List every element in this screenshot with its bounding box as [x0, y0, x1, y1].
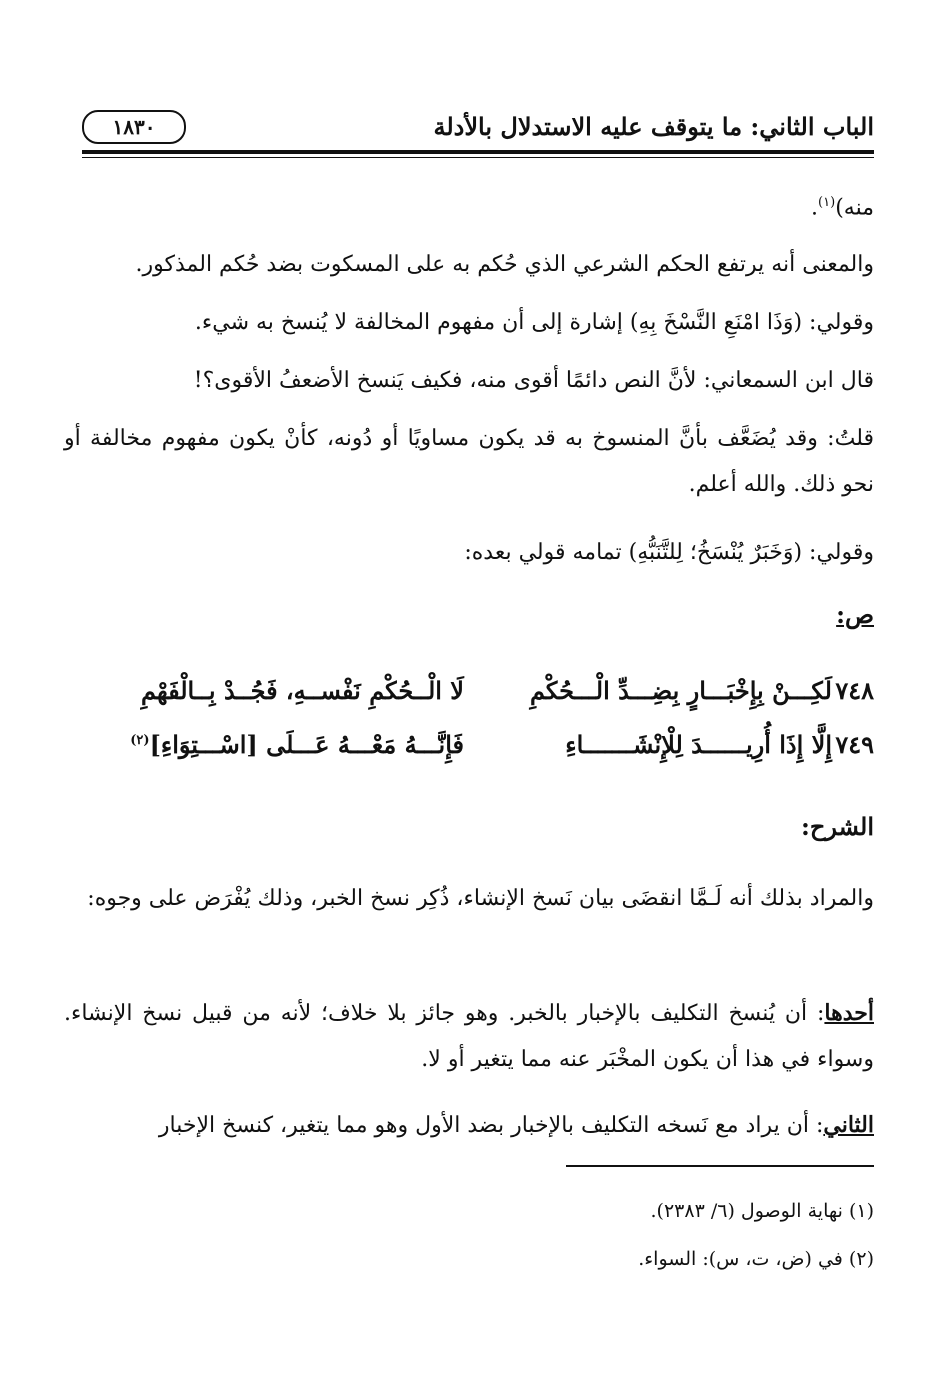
verse-second-hemistich: [130, 730, 464, 759]
footnote-1: (١) نهاية الوصول (٦/ ٢٣٨٣).: [650, 1200, 874, 1222]
verse-number: ٧٤٩: [835, 730, 874, 759]
chapter-title: الباب الثاني: ما يتوقف عليه الاستدلال بالأدلة: [433, 112, 874, 141]
paragraph-4: قلتُ: وقد يُضَعَّف بأنَّ المنسوخ به قد يكون مساويًا أو دُونه، كأنْ يكون مفهوم مخالفة أو نحو ذلك. والله أعلم.: [64, 426, 874, 497]
sharh-label: الشرح:: [801, 812, 874, 841]
verse-first-hemistich: لَكِـــنْ بِإِخْبَـــارٍ بِضِـــدِّ الْـــحُكْمِ: [529, 676, 832, 705]
verse-first-hemistich: إِلَّا إِذَا أُرِيــــــدَ لِلْإِنْشَـــــــاءِ: [565, 730, 832, 759]
running-header: [82, 108, 874, 148]
footnote-ref-2: (٢): [130, 733, 150, 748]
footnote-separator: [566, 1165, 874, 1167]
paragraph-1: والمعنى أنه يرتفع الحكم الشرعي الذي حُكم به على المسكوت بضد حُكم المذكور.: [135, 252, 874, 277]
paragraph-3: قال ابن السمعاني: لأنَّ النص دائمًا أقوى منه، فكيف يَنسخ الأضعفُ الأقوى؟!: [193, 368, 874, 393]
footnote-2: (٢) في (ض، ت، س): السواء.: [638, 1248, 874, 1270]
verse-second-text: فَإِنَّـــهُ مَعْـــهُ عَـــلَى [اسْـــتِوَاءِ]: [149, 730, 464, 759]
paragraph-5: وقولي: (وَخَبَرٌ يُنْسَخُ؛ لِلتَّنَبُّهِ) تمامه قولي بعده:: [464, 540, 874, 565]
sharh-point-text-second: : أن يراد مع نَسخه التكليف بالإخبار بضد الأول وهو مما يتغير، كنسخ الإخبار: [158, 1113, 824, 1138]
verse-749: [82, 730, 874, 766]
sharh-paragraph-1: والمراد بذلك أنه لَـمَّا انقضَى بيان نَسخ الإنشاء، ذُكِر نسخ الخبر، وذلك يُفْرَض على وجوه:: [87, 886, 874, 911]
sharh-point-label-second: الثاني: [823, 1112, 874, 1138]
paragraph-2: وقولي: (وَذَا امْنَعِ النَّسْخَ بِهِ) إشارة إلى أن مفهوم المخالفة لا يُنسخ به شيء.: [194, 310, 874, 335]
paragraph-0: [64, 188, 874, 223]
matn-label: ص:: [836, 600, 874, 629]
verse-748: [82, 676, 874, 712]
verse-second-hemistich: لَا الْــحُكْمِ نَفْســهِ، فَجُــدْ بِــالْفَهْمِ: [141, 676, 464, 705]
verse-number: ٧٤٨: [835, 676, 874, 705]
sharh-paragraph-2: [64, 990, 874, 1083]
paragraph-0-text: منه): [835, 195, 874, 221]
footnote-ref-1: (١): [818, 195, 836, 210]
sharh-point-text-first: : أن يُنسخ التكليف بالإخبار بالخبر. وهو جائز بلا خلاف؛ لأنه من قبيل نسخ الإنشاء. وسواء في هذا أن يكون المخْبَر عنه مما يتغير أو لا.: [64, 1001, 874, 1072]
header-rule-thin: [82, 157, 874, 158]
paragraph-0-end: .: [811, 195, 819, 221]
header-rule-thick: [82, 150, 874, 154]
sharh-point-label-first: أحدها: [824, 1000, 874, 1026]
page-number: ١٨٣٠: [82, 110, 186, 144]
sharh-paragraph-3: [64, 1110, 874, 1141]
